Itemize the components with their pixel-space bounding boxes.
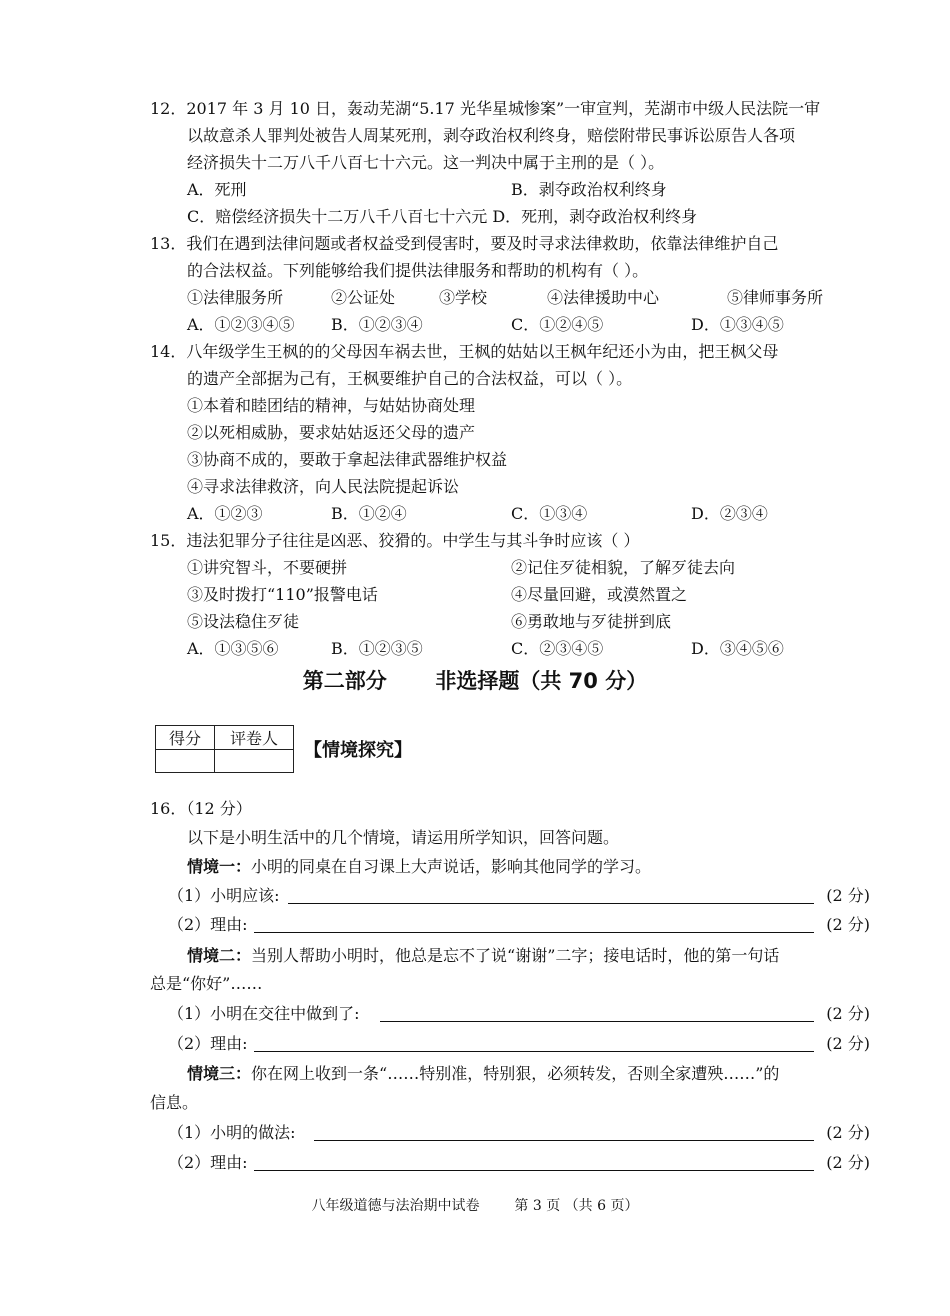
- q13-option: A．①②③④⑤: [187, 315, 295, 334]
- q12-option-a: A．死刑: [187, 180, 247, 199]
- section-part-label: 第二部分: [302, 669, 387, 693]
- q15-item: ④尽量回避，或漠然置之: [511, 585, 688, 604]
- answer-prompt: （1）小明在交往中做到了:: [168, 1004, 360, 1023]
- section-tag: 【情境探究】: [304, 740, 412, 761]
- section-name: 非选择题（共 70 分）: [435, 669, 648, 693]
- answer-line[interactable]: [314, 1140, 814, 1141]
- q14-item: ②以死相威胁，要求姑姑返还父母的遗产: [187, 423, 476, 442]
- grader-cell[interactable]: [215, 750, 294, 773]
- scenario-3: [187, 1063, 779, 1085]
- q13-item: ⑤律师事务所: [727, 288, 824, 307]
- answer-prompt: （1）小明应该:: [168, 886, 280, 905]
- q15-option: A．①③⑤⑥: [187, 639, 279, 658]
- q15-item: ⑤设法稳住歹徒: [187, 612, 300, 631]
- q12-stem-line2: 以故意杀人罪判处被告人周某死刑，剥夺政治权利终身，赔偿附带民事诉讼原告人各项: [187, 126, 796, 145]
- q15-option: B．①②③⑤: [331, 639, 423, 658]
- answer-prompt: （2）理由:: [168, 915, 248, 934]
- scenario-3-text: 你在网上收到一条“……特别准，特别狠，必须转发，否则全家遭殃……”的: [251, 1064, 780, 1083]
- q14-item: ①本着和睦团结的精神，与姑姑协商处理: [187, 396, 476, 415]
- scenario-2: [187, 945, 779, 967]
- answer-row: [168, 885, 870, 907]
- q12-stem-line1: 12．2017 年 3 月 10 日，轰动芜湖“5.17 光华星城惨案”一审宣判，芜湖市中级人民法院一审: [150, 99, 821, 118]
- points-label: (2 分): [826, 1004, 870, 1023]
- q13-option: D．①③④⑤: [691, 315, 784, 334]
- scenario-1: [187, 856, 651, 878]
- points-label: (2 分): [826, 1034, 870, 1053]
- answer-line[interactable]: [380, 1021, 814, 1022]
- scenario-2-text: 当别人帮助小明时，他总是忘不了说“谢谢”二字；接电话时，他的第一句话: [251, 946, 780, 965]
- answer-prompt: （2）理由:: [168, 1034, 248, 1053]
- q15-option: D．③④⑤⑥: [691, 639, 784, 658]
- scenario-3-label: 情境三：: [187, 1064, 252, 1083]
- q14-option: C．①③④: [511, 504, 588, 523]
- q15-item: ②记住歹徒相貌，了解歹徒去向: [511, 558, 736, 577]
- q14-item: ③协商不成的，要敢于拿起法律武器维护权益: [187, 450, 508, 469]
- scenario-2-text-cont: 总是“你好”……: [150, 974, 263, 993]
- answer-line[interactable]: [254, 1170, 814, 1171]
- answer-row: [168, 1033, 870, 1055]
- q14-option: A．①②③: [187, 504, 263, 523]
- q13-item: ④法律援助中心: [547, 288, 660, 307]
- q15-stem-line1: 15．违法犯罪分子往往是凶恶、狡猾的。中学生与其斗争时应该（ ）: [150, 531, 640, 550]
- answer-prompt: （1）小明的做法:: [168, 1123, 296, 1142]
- scenario-1-text: 小明的同桌在自习课上大声说话，影响其他同学的学习。: [251, 857, 652, 876]
- q15-item: ①讲究智斗，不要硬拼: [187, 558, 348, 577]
- answer-row: [168, 914, 870, 936]
- scenario-3-text-cont: 信息。: [150, 1093, 199, 1112]
- q12-option-cd: C．赔偿经济损失十二万八千八百七十六元 D．死刑，剥夺政治权利终身: [187, 207, 698, 226]
- score-cell[interactable]: [156, 750, 215, 773]
- q14-stem-line2: 的遗产全部据为己有，王枫要维护自己的合法权益，可以（ ）。: [187, 369, 633, 388]
- q15-option: C．②③④⑤: [511, 639, 604, 658]
- points-label: (2 分): [826, 1153, 870, 1172]
- score-header: 得分: [156, 726, 215, 750]
- q15-item: ⑥勇敢地与歹徒拼到底: [511, 612, 672, 631]
- q12-stem-line3: 经济损失十二万八千八百七十六元。这一判决中属于主刑的是（ ）。: [187, 153, 665, 172]
- q12-option-b: B．剥夺政治权利终身: [511, 180, 667, 199]
- page-footer: [0, 1196, 950, 1216]
- q14-option: D．②③④: [691, 504, 768, 523]
- q13-stem-line2: 的合法权益。下列能够给我们提供法律服务和帮助的机构有（ ）。: [187, 261, 649, 280]
- answer-row: [168, 1122, 870, 1144]
- q14-option: B．①②④: [331, 504, 407, 523]
- q14-item: ④寻求法律救济，向人民法院提起诉讼: [187, 477, 460, 496]
- points-label: (2 分): [826, 886, 870, 905]
- score-table: [155, 725, 294, 773]
- answer-line[interactable]: [254, 1051, 814, 1052]
- points-label: (2 分): [826, 915, 870, 934]
- q16-intro: 以下是小明生活中的几个情境，请运用所学知识，回答问题。: [187, 828, 620, 847]
- answer-line[interactable]: [254, 932, 814, 933]
- q14-stem-line1: 14．八年级学生王枫的的父母因车祸去世，王枫的姑姑以王枫年纪还小为由，把王枫父母: [150, 342, 779, 361]
- footer-page-number: 第 3 页 （共 6 页）: [514, 1198, 639, 1214]
- q13-stem-line1: 13．我们在遇到法律问题或者权益受到侵害时，要及时寻求法律救助，依靠法律维护自己: [150, 234, 779, 253]
- q13-item: ②公证处: [331, 288, 396, 307]
- answer-row: [168, 1003, 870, 1025]
- footer-exam-title: 八年级道德与法治期中试卷: [311, 1198, 480, 1214]
- section-title: [0, 666, 950, 696]
- q13-option: B．①②③④: [331, 315, 423, 334]
- q13-option: C．①②④⑤: [511, 315, 604, 334]
- scenario-2-label: 情境二：: [187, 946, 252, 965]
- grader-header: 评卷人: [215, 726, 294, 750]
- answer-line[interactable]: [288, 903, 814, 904]
- q15-item: ③及时拨打“110”报警电话: [187, 585, 378, 604]
- q13-item: ①法律服务所: [187, 288, 284, 307]
- scenario-1-label: 情境一：: [187, 857, 252, 876]
- q16-heading: 16．（12 分）: [150, 799, 252, 818]
- answer-prompt: （2）理由:: [168, 1153, 248, 1172]
- points-label: (2 分): [826, 1123, 870, 1142]
- q13-item: ③学校: [439, 288, 488, 307]
- answer-row: [168, 1152, 870, 1174]
